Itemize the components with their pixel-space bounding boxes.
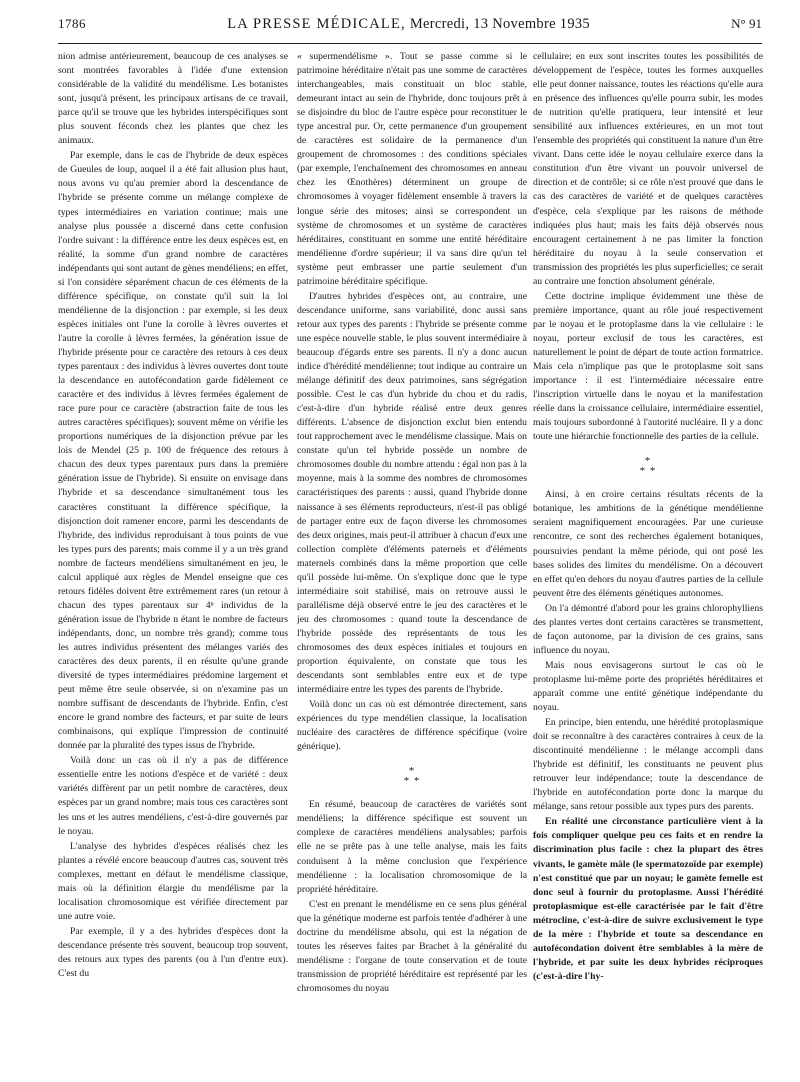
paragraph: Ainsi, à en croire certains résultats récents de la botanique, les ambitions de la génétique mendélienne seraient magnifiquement encouragées. Par une curieuse rencontre, ce sont des recherches également botaniques, poursuivies pendant la même période, qui ont posé les bases solides des limites du mendélisme. On a découvert en effet qu'en dehors du noyau d'autres parties de la cellule peuvent être des éléments génétiques autonomes.: [533, 489, 763, 599]
paragraph: On l'a démontré d'abord pour les grains chlorophylliens des plantes vertes dont certains caractères se transmettent, de façon autonome, par la division de ces grains, sans influence du noyau.: [533, 602, 763, 656]
separator-stars-bottom: [297, 776, 527, 786]
column-3: [533, 50, 763, 1075]
separator-star-left: *: [403, 775, 411, 788]
header-rule: [58, 43, 762, 44]
paragraph: cellulaire; en eux sont inscrites toutes les possibilités de développement de l'espèce, toutes les formes auxquelles elle peut donner naissance, toutes les réactions qu'elle aura en présence des influences qu'elle pourra subir, les modes de nutrition qu'elle pratiquera, leur intensité et leur sensibilité aux influences extérieures, en un mot tout l'ensemble des propriétés qui constituent la nature d'un être vivant. Dans cette idée le noyau cellulaire exerce dans la constitution d'un être vivant un pouvoir universel de direction et de contrôle; si ce rôle n'est prouvé que dans le cas des caractères de variété et de quelques caractères d'espèce, cela s'explique par les raisons de méthode indiquées plus haut; mais les faits déjà observés nous encouragent certainement à ne pas limiter la fonction héréditaire du noyau à la seule conservation et transmission des propriétés les plus superficielles; ce serait au contraire une fonction absolument générale.: [533, 51, 763, 287]
paragraph: L'analyse des hybrides d'espèces réalisés chez les plantes a révélé encore beaucoup d'autres cas, souvent très complexes, mettant en défaut le mendélisme classique, mais où la définition élargie du mendélisme par la localisation chromosomique est vérifiée directement par une autre voie.: [58, 840, 288, 922]
paragraph: Par exemple, il y a des hybrides d'espèces dont la descendance présente très souvent, beaucoup trop souvent, des retours aux types des parents (ou à l'un d'entre eux). C'est du: [58, 925, 288, 980]
paragraph: En réalité une circonstance particulière vient à la fois compliquer quelque peu ces faits et en rendre la discrimination plus facile : chez la plupart des êtres vivants, le gamète mâle (le spermatozoïde par exemple) n'est constitué que par un noyau; le gamète femelle est donc seul à fournir du protoplasme. Aussi l'hérédité protoplasmique est-elle caractérisée par le fait d'être métrocline, c'est-à-dire de suivre exclusivement le type de la mère : l'hybride et toute sa descendance en autofécondation doivent être semblables à la mère de l'hybride, et par suite les deux hybrides réciproques (c'est-à-dire l'hy-: [533, 816, 763, 982]
page-number: 1786: [58, 16, 86, 31]
section-separator: [297, 766, 527, 786]
section-separator: [533, 456, 763, 476]
paragraph: Voilà donc un cas où il n'y a pas de différence essentielle entre les notions d'espèce et de variété : deux variétés diffèrent par un petit nombre de caractères, deux espèces par un grand nombre; mais tous ces caractères sont les uns et les autres mendéliens, c'est-à-dire gouvernés par le noyau.: [58, 755, 288, 837]
paragraph: Cette doctrine implique évidemment une thèse de première importance, quant au rôle joué respectivement par le noyau et le protoplasme dans la vie cellulaire : le noyau, porteur exclusif de tous les caractères, est naturellement le point de départ de toute action formatrice. Mais cela n'implique pas que le protoplasme soit sans importance : il est l'intermédiaire nécessaire entre l'inscription virtuelle dans le noyau et la manifestation réelle dans la croissance cellulaire, intermédiaire essentiel, mais toujours subordonné à l'autorité nucléaire. Il y a donc toute une hiérarchie fonctionnelle des parties de la cellule.: [533, 290, 763, 443]
separator-star-top: *: [408, 765, 416, 778]
paragraph: Par exemple, dans le cas de l'hybride de deux espèces de Gueules de loup, auquel il a été fait allusion plus haut, nous avons vu qu'au premier abord la descendance de l'hybride se présente comme un mélange complexe de types intermédiaires en variation continue; mais une analyse plus poussée a discerné dans cette confusion l'ordre suivant : la différence entre les deux espèces est, en réalité, la somme d'un grand nombre de caractères indépendants qui sont autant de gènes mendéliens; en effet, si l'on considère séparément chacun de ces éléments de la différence spécifique, on constate qu'il suit la loi mendélienne de la disjonction : par exemple, si les deux espèces initiales ont l'une la corolle à lèvres ouvertes et l'autre la corolle à lèvres fermées, la génération issue de l'hybride présente pour ce caractère des retours à ces deux types parentaux : des individus à lèvres ouvertes dont toute la descendance en autofécondation garde fidèlement ce caractère et des individus à lèvres fermées également de race pure pour ce caractère (abstraction faite de tous les autres caractères spécifiques); souvent même on vérifie les proportions numériques de la disjonction prévue par les lois de Mendel (25 p. 100 de fréquence des retours à chacun des deux types parentaux purs dans la première génération issue de l'hybride). Si ensuite on envisage dans l'hybride et sa descendance simultanément tous les caractères constituant la différence spécifique, la disjonction doit ramener encore, parmi les descendants de l'hybride, des individus reproduisant à tous points de vue les types purs des parents; mais comme il y a un très grand nombre de facteurs mendéliens simultanément en jeu, le calcul appliqué aux règles de Mendel enseigne que ces retours fidèles doivent être extrêmement rares (un retour à chacun des types parentaux sur 4ⁿ individus de la génération issue de l'hybride n étant le nombre de facteurs indépendants, donc, un nombre très grand); comme tous les autres individus présentent des mélanges variés des caractères des deux parents, il en résulte qu'une grande diversité de types intermédiaires prédomine largement et peut même être seule observée, si on n'examine pas un nombre suffisant de descendants de l'hybride. Enfin, c'est encore le grand nombre des facteurs, et par suite de leurs combinaisons, qui explique l'impression de continuité donnée par la pluralité des types issus de l'hybride.: [58, 150, 288, 752]
paragraph: D'autres hybrides d'espèces ont, au contraire, une descendance uniforme, sans variabilité, donc aussi sans retour aux types des parents : l'hybride se présente comme une espèce nouvelle stable, le plus souvent intermédiaire à beaucoup d'égards entre ses parents. Il n'y a donc aucun indice d'hérédité mendélienne; tout indique au contraire un mélange définitif des deux patrimoines, sans ségrégation possible. C'est le cas d'un hybride du chou et du radis, c'est-à-dire d'un hybride réalisé entre deux genres différents. L'absence de disjonction exclut bien entendu tout rapprochement avec le mendélisme classique. Mais on constate qu'un tel hybride possède un nombre de chromosomes double du nombre attendu : égal non pas à la moyenne, mais à la somme des nombres de chromosomes caractéristiques des parents : aussi, quand l'hybride donne naissance à ses éléments reproducteurs, n'est-il pas obligé de partager entre eux de façon diverse les chromosomes des deux origines, mais peut-il attribuer à chacun d'eux une collection complète d'éléments paternels et d'éléments maternels combinés dans la même proportion que celle qu'il possède lui-même. On s'explique donc que le type intermédiaire soit stabilisé, mais on retrouve aussi le parallélisme déjà observé entre le jeu des caractères et le jeu des chromosomes : quand toute la descendance de l'hybride possède des représentants de tous les chromosomes des deux espèces initiales et toujours en proportion équivalente, on constate que tous les descendants sont semblables entre eux et de type intermédiaire entre les types des parents de l'hybride.: [297, 290, 527, 696]
column-2: [297, 50, 527, 1075]
separator-stars-bottom: [533, 466, 763, 476]
paragraph: Mais nous envisagerons surtout le cas où le protoplasme lui-même porte des propriétés héréditaires et apparaît comme une entité génétique indépendante du noyau.: [533, 659, 763, 714]
separator-star-right: *: [413, 775, 421, 788]
issue-number: N° 91: [731, 16, 762, 31]
paragraph: En résumé, beaucoup de caractères de variétés sont mendéliens; la différence spécifique est souvent un complexe de caractères mendéliens analysables; parfois elle ne se prête pas à une telle analyse, mais les faits conduisent à la même conclusion que l'expérience mendélienne : la localisation chromosomique de la propriété héréditaire.: [297, 799, 527, 895]
issue-date: Mercredi, 13 Novembre 1935: [409, 16, 590, 32]
column-1: [58, 50, 288, 1075]
paragraph: C'est en prenant le mendélisme en ce sens plus général que la génétique moderne est parfois tentée d'adhérer à une doctrine du mendélisme absolu, qui est la négation de toutes les réserves faites par Brachet à la généralité du mendélisme : l'organe de toute conservation et de toute transmission de propriété héréditaire est représenté par les chromosomes du noyau: [297, 898, 527, 994]
journal-title: [227, 16, 590, 33]
paragraph: En principe, bien entendu, une hérédité protoplasmique doit se reconnaître à des caractères contraires à ceux de la discontinuité mendélienne : le mélange accompli dans l'hybride est définitif, les constituants ne peuvent plus retrouver leur indépendance; toute la descendance de l'hybride en autofécondation porte donc la marque du mélange, sans retour possible aux types purs des parents.: [533, 717, 763, 813]
journal-name: LA PRESSE MÉDICALE,: [227, 16, 406, 32]
separator-star-right: *: [649, 465, 657, 478]
paragraph: Voilà donc un cas où est démontrée directement, sans expériences du type mendélien classique, la localisation nucléaire des caractères de différence spécifique (voire générique).: [297, 699, 527, 753]
separator-star-top: *: [644, 455, 652, 468]
separator-star-left: *: [639, 465, 647, 478]
paragraph: nion admise antérieurement, beaucoup de ces analyses se sont montrées favorables à l'idée d'une extension considérable de la validité du mendélisme. Les botanistes sont, jusqu'à présent, les principaux artisans de ce travail, parce qu'il se trouve que les hybrides interspécifiques sont plus souvent féconds chez les plantes que chez les animaux.: [58, 51, 288, 147]
page-header: [58, 16, 762, 42]
paragraph: « supermendélisme ». Tout se passe comme si le patrimoine héréditaire n'était pas une somme de caractères interchangeables, mais constituait un bloc stable, demeurant intact au sein de l'hybride, donc toujours prêt à se disjoindre du bloc de l'autre espèce pour reconstituer le type ancestral pur. Or, cette permanence d'un groupement de caractères est solidaire de la permanence d'un groupement de chromosomes : des conditions spéciales (par exemple, l'enchaînement des chromosomes en anneau chez les Œnothères) déterminent un groupe de chromosomes à voyager fidèlement ensemble à travers la longue série des mitoses; ainsi se correspondent un système de chromosomes et un système de caractères héréditaires, constituant en somme une entité héréditaire mendélienne d'ordre supérieur; il va sans dire qu'un tel système peut embrasser une partie seulement d'un patrimoine héréditaire spécifique.: [297, 51, 527, 287]
